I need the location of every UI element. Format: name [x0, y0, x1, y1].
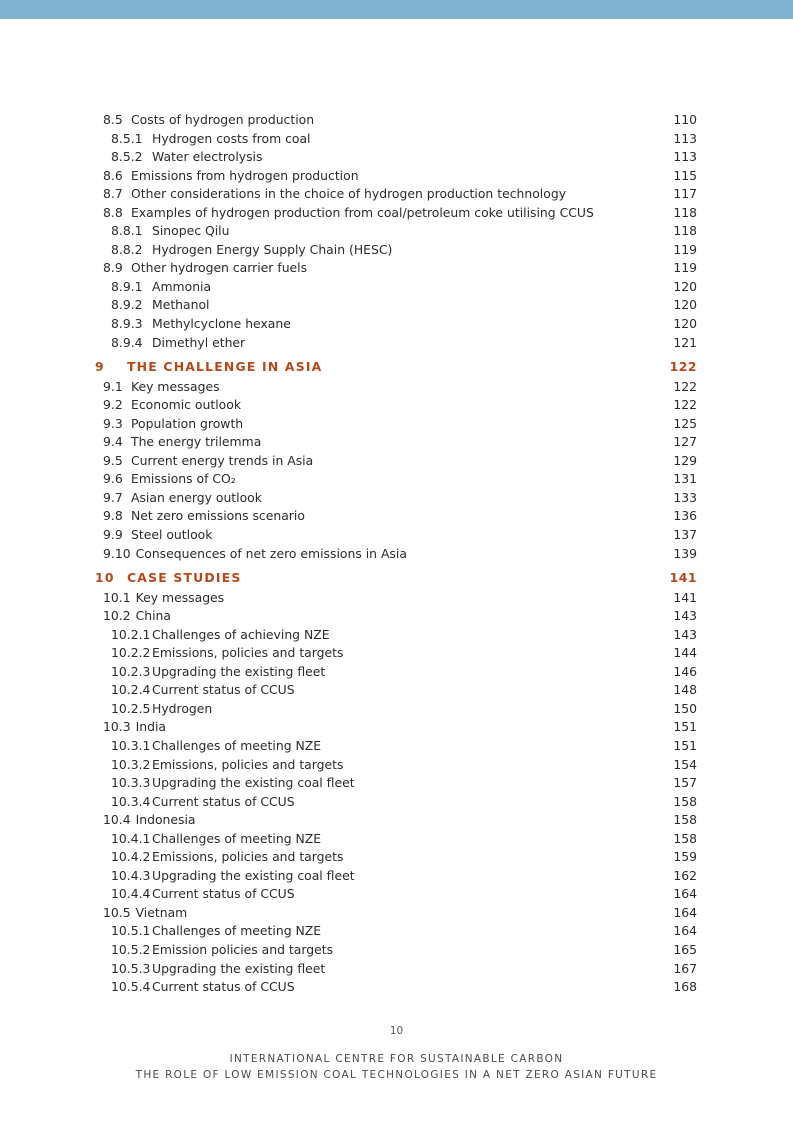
- toc-entry-page: 122: [673, 378, 697, 394]
- toc-entry-page: 117: [673, 186, 697, 202]
- toc-entry-page: 119: [673, 260, 697, 276]
- toc-entry-title: Challenges of meeting NZE: [152, 737, 322, 753]
- toc-entry-title: Current status of CCUS: [152, 979, 295, 995]
- toc-entry-title: Emissions, policies and targets: [152, 756, 344, 772]
- toc-entry-number: 10.3.2: [111, 756, 151, 772]
- toc-entry-title: Emission policies and targets: [152, 941, 334, 957]
- toc-entry-title: Emissions from hydrogen production: [131, 167, 359, 183]
- toc-entry-page: 113: [673, 130, 697, 146]
- toc-entry-title: Costs of hydrogen production: [131, 112, 315, 127]
- toc-entry-number: 10.3.1: [111, 737, 151, 753]
- toc-entry-page: 125: [673, 415, 697, 431]
- toc-entry-number: 8.5: [103, 112, 123, 127]
- toc-entry-title: Key messages: [131, 378, 220, 394]
- toc-entry[interactable]: [0, 204, 793, 223]
- toc-entry-page: 148: [673, 682, 697, 698]
- toc-entry[interactable]: [0, 489, 793, 508]
- toc-entry-page: 121: [673, 334, 697, 350]
- toc-entry[interactable]: [0, 774, 793, 793]
- toc-entry-title: Emissions, policies and targets: [152, 849, 344, 865]
- toc-entry-page: 154: [673, 756, 697, 772]
- toc-entry[interactable]: [0, 626, 793, 645]
- toc-entry-page: 159: [673, 849, 697, 865]
- toc-entry-page: 110: [673, 112, 697, 127]
- toc-entry-number: 8.5.2: [111, 149, 143, 165]
- toc-chapter-heading[interactable]: [0, 356, 793, 378]
- toc-entry-title: Methanol: [152, 297, 210, 313]
- toc-entry-number: 10.3.3: [111, 775, 151, 791]
- toc-entry-page: 167: [673, 960, 697, 976]
- toc-entry-title: Population growth: [131, 415, 244, 431]
- toc-entry[interactable]: [0, 941, 793, 960]
- toc-entry[interactable]: [0, 885, 793, 904]
- toc-entry[interactable]: [0, 433, 793, 452]
- toc-entry-title: Challenges of meeting NZE: [152, 923, 322, 939]
- toc-entry-title: Challenges of achieving NZE: [152, 626, 330, 642]
- toc-entry-number: 9.4: [103, 434, 123, 450]
- toc-entry-number: 10.4.4: [111, 886, 151, 902]
- toc-entry-title: Ammonia: [152, 278, 212, 294]
- toc-entry-title: Emissions, policies and targets: [152, 645, 344, 661]
- toc-entry-page: 165: [673, 941, 697, 957]
- toc-entry-page: 141: [673, 589, 697, 605]
- toc-entry-number: 10.5.3: [111, 960, 151, 976]
- toc-entry[interactable]: [0, 545, 793, 564]
- toc-entry-title: Current status of CCUS: [152, 886, 295, 902]
- toc-entry[interactable]: [0, 607, 793, 626]
- toc-entry-title: Upgrading the existing fleet: [152, 960, 326, 976]
- toc-entry-number: 9.6: [103, 471, 123, 487]
- toc-entry-number: 10.2.5: [111, 700, 151, 716]
- toc-entry-number: 10.2.2: [111, 645, 151, 661]
- toc-entry-page: 122: [673, 397, 697, 413]
- toc-entry[interactable]: [0, 848, 793, 867]
- toc-entry-number: 8.8.2: [111, 241, 143, 257]
- toc-entry-number: 10.2: [103, 608, 131, 624]
- toc-entry-number: 10.4.1: [111, 830, 151, 846]
- toc-entry[interactable]: [0, 241, 793, 260]
- toc-entry[interactable]: [0, 589, 793, 608]
- toc-entry-title: Water electrolysis: [152, 149, 263, 165]
- toc-entry-number: 10: [95, 569, 115, 585]
- toc-entry-title: The energy trilemma: [131, 434, 262, 450]
- toc-entry[interactable]: [0, 507, 793, 526]
- toc-entry[interactable]: [0, 396, 793, 415]
- toc-entry-page: 119: [673, 241, 697, 257]
- toc-entry-number: 9.5: [103, 452, 123, 468]
- toc-entry[interactable]: [0, 378, 793, 397]
- toc-entry-number: 8.9.2: [111, 297, 143, 313]
- toc-entry[interactable]: [0, 718, 793, 737]
- toc-entry-number: 10.1: [103, 589, 131, 605]
- toc-entry[interactable]: [0, 222, 793, 241]
- toc-entry[interactable]: [0, 737, 793, 756]
- toc-entry-page: 168: [673, 979, 697, 995]
- toc-entry-page: 164: [673, 923, 697, 939]
- toc-entry[interactable]: [0, 681, 793, 700]
- toc-entry-number: 10.5.4: [111, 979, 151, 995]
- toc-entry-title: Hydrogen Energy Supply Chain (HESC): [152, 241, 393, 257]
- toc-entry-title: Current status of CCUS: [152, 793, 295, 809]
- toc-entry[interactable]: [0, 793, 793, 812]
- toc-entry-title: Challenges of meeting NZE: [152, 830, 322, 846]
- toc-entry[interactable]: [0, 756, 793, 775]
- toc-entry-page: 141: [669, 569, 697, 585]
- toc-entry-number: 9.10: [103, 545, 131, 561]
- toc-entry[interactable]: [0, 148, 793, 167]
- footer-report-title: THE ROLE OF LOW EMISSION COAL TECHNOLOGIES IN A NET ZERO ASIAN FUTURE: [135, 1069, 658, 1081]
- toc-entry-number: 9.8: [103, 508, 123, 524]
- toc-entry-number: 8.9: [103, 260, 123, 276]
- toc-entry[interactable]: [0, 185, 793, 204]
- toc-entry-page: 113: [673, 149, 697, 165]
- toc-entry-page: 157: [673, 775, 697, 791]
- toc-entry[interactable]: [0, 978, 793, 997]
- toc-entry-number: 9.1: [103, 378, 123, 394]
- toc-entry-page: 158: [673, 793, 697, 809]
- toc-entry-title: Indonesia: [135, 812, 196, 828]
- toc-entry-title: Upgrading the existing coal fleet: [152, 775, 355, 791]
- toc-entry-page: 120: [673, 297, 697, 313]
- toc-entry-page: 131: [673, 471, 697, 487]
- toc-entry-page: 139: [673, 545, 697, 561]
- toc-entry[interactable]: [0, 334, 793, 353]
- toc-entry-number: 8.8: [103, 204, 123, 220]
- toc-entry-page: 151: [673, 737, 697, 753]
- toc-entry-page: 118: [673, 223, 697, 239]
- toc-entry[interactable]: [0, 960, 793, 979]
- toc-entry-number: 10.5.2: [111, 941, 151, 957]
- toc-entry[interactable]: [0, 130, 793, 149]
- toc-entry-page: 146: [673, 663, 697, 679]
- toc-entry-page: 164: [673, 904, 697, 920]
- toc-entry-number: 10.4.2: [111, 849, 151, 865]
- toc-entry-number: 8.8.1: [111, 223, 143, 239]
- toc-entry-title: Upgrading the existing coal fleet: [152, 867, 355, 883]
- toc-entry-title: Examples of hydrogen production from coal/petroleum coke utilising CCUS: [131, 204, 594, 220]
- toc-entry-title: CASE STUDIES: [127, 569, 242, 585]
- toc-entry[interactable]: [0, 111, 793, 130]
- toc-entry-title: Vietnam: [135, 904, 188, 920]
- toc-entry-page: 120: [673, 278, 697, 294]
- toc-entry-number: 9.7: [103, 489, 123, 505]
- toc-entry[interactable]: [0, 526, 793, 545]
- toc-entry-title: Other considerations in the choice of hydrogen production technology: [131, 186, 567, 202]
- toc-entry-page: 133: [673, 489, 697, 505]
- toc-entry[interactable]: [0, 452, 793, 471]
- toc-entry-title: Upgrading the existing fleet: [152, 663, 326, 679]
- toc-entry-number: 8.9.1: [111, 278, 143, 294]
- toc-entry-number: 8.9.4: [111, 334, 143, 350]
- toc-entry-title: China: [135, 608, 171, 624]
- toc-entry-number: 10.5.1: [111, 923, 151, 939]
- toc-entry-number: 9: [95, 358, 105, 374]
- toc-entry-page: 150: [673, 700, 697, 716]
- toc-entry-page: 164: [673, 886, 697, 902]
- toc-entry-page: 122: [669, 358, 697, 374]
- toc-entry-number: 10.3.4: [111, 793, 151, 809]
- toc-entry[interactable]: [0, 663, 793, 682]
- toc-entry-title: Net zero emissions scenario: [131, 508, 305, 524]
- toc-entry-title: THE CHALLENGE IN ASIA: [127, 358, 323, 374]
- footer-organization: INTERNATIONAL CENTRE FOR SUSTAINABLE CARBON: [229, 1053, 564, 1065]
- toc-entry[interactable]: [0, 315, 793, 334]
- toc-entry-page: 127: [673, 434, 697, 450]
- header-color-band: [0, 0, 793, 19]
- toc-entry-number: 10.4.3: [111, 867, 151, 883]
- toc-entry-page: 144: [673, 645, 697, 661]
- toc-entry[interactable]: [0, 922, 793, 941]
- page-number: 10: [389, 1025, 404, 1037]
- toc-entry-title: Current energy trends in Asia: [131, 452, 314, 468]
- toc-entry-page: 118: [673, 204, 697, 220]
- toc-entry-number: 8.9.3: [111, 316, 143, 332]
- toc-entry-title: Dimethyl ether: [152, 334, 246, 350]
- toc-chapter-heading[interactable]: [0, 567, 793, 589]
- toc-entry-page: 137: [673, 526, 697, 542]
- table-of-contents: [0, 111, 793, 997]
- toc-entry-page: 158: [673, 812, 697, 828]
- toc-entry-title: Asian energy outlook: [131, 489, 262, 505]
- toc-entry-number: 10.2.3: [111, 663, 151, 679]
- toc-entry[interactable]: [0, 278, 793, 297]
- toc-entry-page: 158: [673, 830, 697, 846]
- toc-entry-page: 129: [673, 452, 697, 468]
- toc-entry-title: India: [135, 719, 167, 735]
- toc-entry-title: Methylcyclone hexane: [152, 316, 291, 332]
- toc-entry-number: 10.3: [103, 719, 131, 735]
- toc-entry-number: 10.4: [103, 812, 131, 828]
- toc-entry-title: Current status of CCUS: [152, 682, 295, 698]
- toc-entry-page: 151: [673, 719, 697, 735]
- toc-entry-page: 136: [673, 508, 697, 524]
- toc-entry[interactable]: [0, 700, 793, 719]
- toc-entry-page: 143: [673, 626, 697, 642]
- toc-entry-title: Steel outlook: [131, 526, 213, 542]
- toc-entry[interactable]: [0, 867, 793, 886]
- toc-entry-page: 115: [673, 167, 697, 183]
- toc-entry-number: 10.2.1: [111, 626, 151, 642]
- toc-entry-page: 162: [673, 867, 697, 883]
- toc-entry-page: 143: [673, 608, 697, 624]
- toc-entry-title: Hydrogen costs from coal: [152, 130, 311, 146]
- toc-entry[interactable]: [0, 415, 793, 434]
- toc-entry-title: Hydrogen: [152, 700, 213, 716]
- toc-entry[interactable]: [0, 904, 793, 923]
- toc-entry[interactable]: [0, 830, 793, 849]
- toc-entry-title: Sinopec Qilu: [152, 223, 230, 239]
- toc-entry-page: 120: [673, 316, 697, 332]
- toc-entry-number: 8.5.1: [111, 130, 143, 146]
- toc-entry-number: 9.2: [103, 397, 123, 413]
- toc-entry-title: Emissions of CO₂: [131, 471, 236, 487]
- toc-entry[interactable]: [0, 470, 793, 489]
- toc-entry-number: 9.3: [103, 415, 123, 431]
- toc-entry-title: Economic outlook: [131, 397, 241, 413]
- toc-entry-number: 10.5: [103, 904, 131, 920]
- toc-entry-title: Key messages: [135, 589, 225, 605]
- toc-entry[interactable]: [0, 644, 793, 663]
- toc-entry-number: 10.2.4: [111, 682, 151, 698]
- toc-entry-number: 8.6: [103, 167, 123, 183]
- toc-entry-number: 8.7: [103, 186, 123, 202]
- toc-entry[interactable]: [0, 296, 793, 315]
- toc-entry-number: 9.9: [103, 526, 123, 542]
- toc-entry-title: Other hydrogen carrier fuels: [131, 260, 308, 276]
- toc-entry[interactable]: [0, 167, 793, 186]
- toc-entry-title: Consequences of net zero emissions in Asia: [135, 545, 407, 561]
- toc-entry[interactable]: [0, 811, 793, 830]
- toc-entry[interactable]: [0, 259, 793, 278]
